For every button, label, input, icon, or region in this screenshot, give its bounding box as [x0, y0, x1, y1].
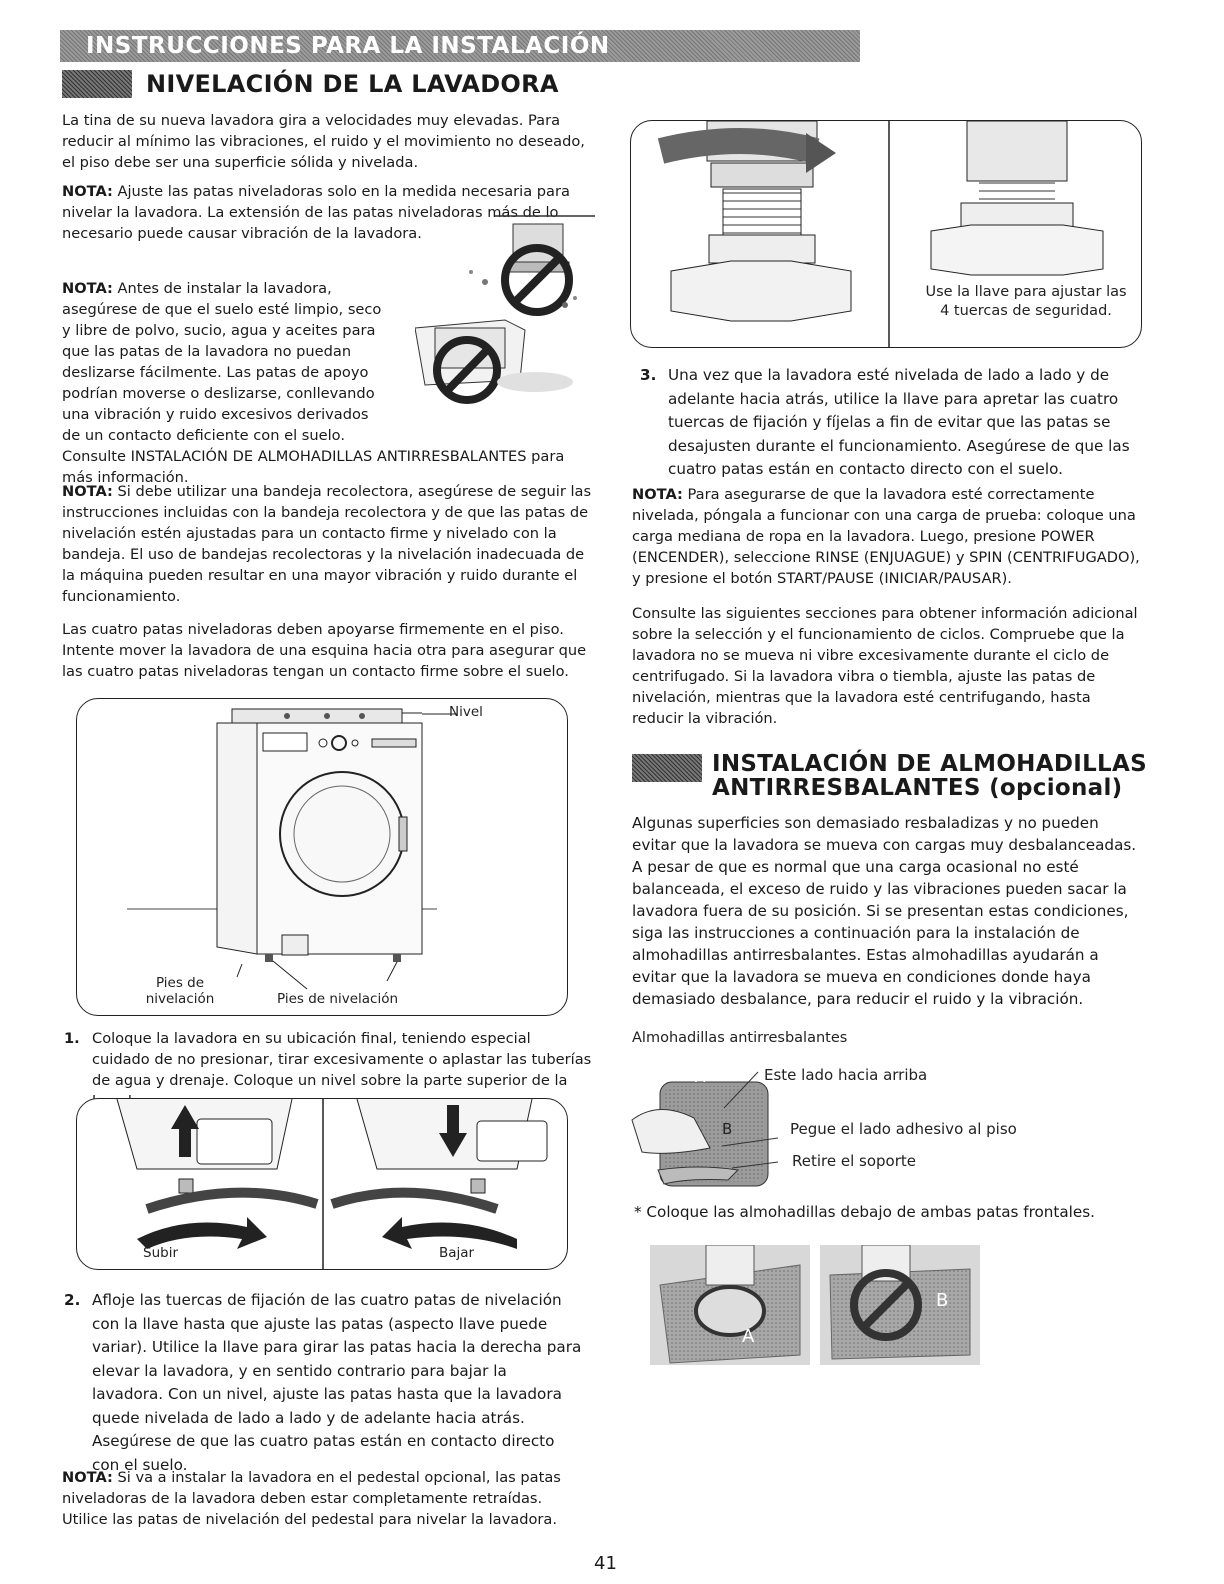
page-number: 41: [594, 1553, 617, 1574]
photo-a-label: A: [742, 1326, 755, 1347]
intro-paragraph: La tina de su nueva lavadora gira a velocidades muy elevadas. Para reducir al mínimo las vibraciones, el ruido y el movimiento no deseado, el piso debe ser una superficie sólida y nivelada.: [62, 112, 585, 171]
note-2: [62, 278, 592, 488]
section-title-pads-line2: ANTIRRESBALANTES (opcional): [712, 775, 1123, 801]
label-remove-backing: Retire el soporte: [792, 1152, 916, 1170]
note-3-text: Si debe utilizar una bandeja recolectora, asegúrese de seguir las instrucciones incluidas con la bandeja recolectora y de que las patas de nivelación estén ajustadas para un contacto firme y nivelado con la bandeja. El uso de bandejas recolectoras y la nivelación inadecuada de la máquina pueden resultar en una mayor vibración y ruido durante el funcionamiento.: [62, 483, 592, 605]
label-level: Nivel: [449, 704, 483, 720]
note-4-text: Si va a instalar la lavadora en el pedestal opcional, las patas niveladoras de la lavadora deben estar completamente retraídas. Utilice las patas de nivelación del pedestal para nivelar la lavadora.: [62, 1469, 561, 1528]
label-adhesive-side: Pegue el lado adhesivo al piso: [790, 1120, 1017, 1138]
note-2-text: Antes de instalar la lavadora, asegúrese de que el suelo esté limpio, seco y libre de polvo, sucio, agua y aceites para que las patas de la lavadora no puedan deslizarse fácilmente. Las patas de apoyo podrían moverse o deslizarse, conllevando una vibración y ruido excesivos derivados de un contacto deficiente con el suelo. Consulte INSTALACIÓN DE ALMOHADILLAS ANTIRRESBALANTES para más información.: [62, 280, 565, 486]
pads-caption: Almohadillas antirresbalantes: [632, 1030, 848, 1046]
note-5: [632, 484, 1142, 589]
step-1-text: Coloque la lavadora en su ubicación final, teniendo especial cuidado de no presionar, tirar excesivamente o aplastar las tuberías de agua y drenaje. Coloque un nivel sobre la parte superior de la: [92, 1030, 592, 1089]
label-leveling-feet-right: Pies de nivelación: [277, 991, 399, 1007]
step-3: [640, 364, 1138, 482]
note-3: [62, 481, 592, 607]
wrench-figure: [630, 120, 1142, 348]
note-label: NOTA:: [62, 483, 113, 500]
section-title-leveling: NIVELACIÓN DE LA LAVADORA: [146, 70, 559, 98]
note-label: NOTA:: [62, 183, 113, 200]
step-2-text: Afloje las tuercas de fijación de las cuatro patas de nivelación con la llave hasta que ajuste las patas (aspecto llave puede variar). Utilice la llave para girar las patas hacia la derecha para elevar la lavadora, y en sentido contrario para bajar la lavadora. Con un nivel, ajuste las patas hasta que la lavadora quede nivelada de lado a lado y de adelante hacia atrás. Asegúrese de que las cuatro patas están en contacto directo con el suelo.: [92, 1291, 582, 1474]
step-2: [64, 1289, 582, 1477]
label-raise: Subir: [143, 1245, 178, 1261]
pads-body: Algunas superficies son demasiado resbaladizas y no pueden evitar que la lavadora se mueva con cargas muy desbalanceadas. A pesar de que es normal que una carga ocasional no esté balanceada, el exceso de ruido y las vibraciones pueden sacar la lavadora fuera de su posición. Si se presentan estas condiciones, siga las instrucciones a continuación para la instalación de almohadillas antirresbalantes. Estas almohadillas ayudarán a evitar que la lavadora se mueva en condiciones donde haya demasiado desbalance, para reducir el ruido y la vibración.: [632, 814, 1137, 1008]
label-leveling-feet-left: Pies de nivelación: [145, 975, 215, 1007]
note-5-text: Para asegurarse de que la lavadora esté correctamente nivelada, póngala a funcionar con una carga de prueba: coloque una carga mediana de ropa en la lavadora. Luego, presione POWER (ENCENDER), seleccione RINSE (ENJUAGUE) y SPIN (CENTRIFUGADO), y presione el botón START/PAUSE (INICIAR/PAUSAR).: [632, 486, 1140, 587]
section-banner: INSTRUCCIONES PARA LA INSTALACIÓN: [60, 30, 860, 62]
raise-lower-figure: [76, 1098, 568, 1270]
pad-letter-b: B: [722, 1120, 733, 1138]
washer-illustration: [77, 699, 568, 1016]
note-label: NOTA:: [632, 486, 683, 503]
note-4: [62, 1467, 592, 1530]
note-1-text: Ajuste las patas niveladoras solo en la medida necesaria para nivelar la lavadora. La extensión de las patas niveladoras más de lo necesario puede causar vibración de la lavadora.: [62, 183, 570, 242]
note-label: NOTA:: [62, 280, 113, 297]
step-3-text: Una vez que la lavadora esté nivelada de lado a lado y de adelante hacia atrás, utilice la llave para apretar las cuatro tuercas de fijación y fíjelas a fin de evitar que las patas se desajusten durante el funcionamiento. Asegúrese de que las cuatro patas están en contacto directo con el suelo.: [668, 366, 1130, 478]
consult-paragraph: Consulte las siguientes secciones para obtener información adicional sobre la selección y el funcionamiento de ciclos. Compruebe que la lavadora no se mueva ni vibre excesivamente durante el ciclo de centrifugado. Si la lavadora vibra o tiembla, ajuste las patas de nivelación, mientras que la lavadora esté centrifugando, hasta reducir la vibración.: [632, 605, 1138, 727]
photo-b-label: B: [936, 1290, 949, 1311]
note-label: NOTA:: [62, 1469, 113, 1486]
heading-marker: [62, 70, 132, 98]
feet-paragraph: Las cuatro patas niveladoras deben apoyarse firmemente en el piso. Intente mover la lavadora de una esquina hacia otra para asegurar que las cuatro patas niveladoras tengan un contacto firme sobre el suelo.: [62, 621, 587, 680]
step-3-number: 3.: [640, 366, 657, 384]
step-2-number: 2.: [64, 1291, 81, 1309]
photo-incorrect-placement: [820, 1245, 980, 1365]
section-title-pads: [712, 752, 1147, 800]
photo-correct-placement: [650, 1245, 810, 1365]
washer-level-figure: [76, 698, 568, 1016]
section-title-pads-line1: INSTALACIÓN DE ALMOHADILLAS: [712, 751, 1147, 777]
pad-letter-a: A: [695, 1068, 706, 1086]
label-this-side-up: Este lado hacia arriba: [764, 1066, 928, 1084]
heading-marker: [632, 754, 702, 782]
pads-placement-note: * Coloque las almohadillas debajo de ambas patas frontales.: [634, 1203, 1095, 1221]
step-1-number: 1.: [64, 1030, 80, 1047]
label-lower: Bajar: [439, 1245, 475, 1261]
wrench-caption: Use la llave para ajustar las 4 tuercas de seguridad.: [925, 284, 1127, 319]
